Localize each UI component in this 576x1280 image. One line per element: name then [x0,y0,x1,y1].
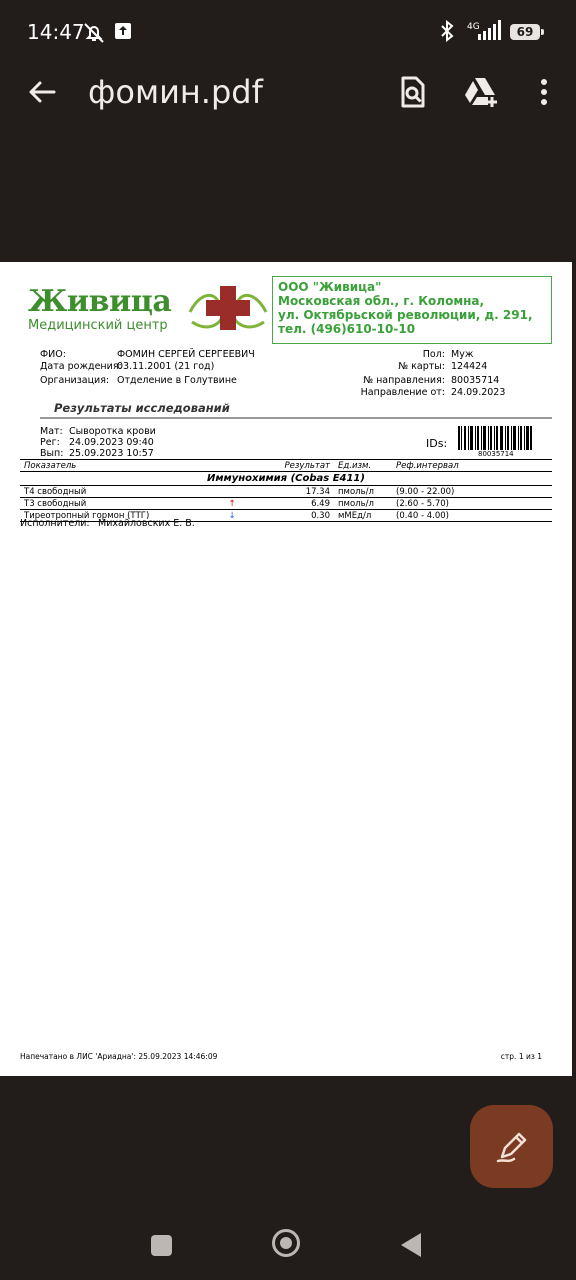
executors-label: Исполнители: [20,518,90,529]
executors-value: Михайловских Е. В. [98,518,195,529]
row-reference: (9.00 - 22.00) [392,486,552,498]
ids-label: IDs: [426,437,448,450]
status-time: 14:47 [27,20,85,44]
row-unit: пмоль/л [334,498,392,510]
medical-cross-logo-icon [186,282,270,338]
dob-value: 03.11.2001 (21 год) [117,361,215,372]
document-title: фомин.pdf [88,73,263,111]
row-name: Т4 свободный [20,486,208,498]
row-value: 6.49 [256,498,334,510]
edit-pen-icon [492,1127,532,1167]
more-vert-icon[interactable] [526,74,562,110]
section-title: Результаты исследований [54,401,230,415]
dob-label: Дата рождения: [40,361,122,372]
organization-label: Организация: [40,375,110,386]
bluetooth-icon [440,20,454,42]
table-group-row [20,472,552,486]
status-bar [0,0,576,64]
edit-fab-button[interactable] [470,1105,553,1188]
col-parameter: Показатель [20,460,208,472]
referral-label: № направления: [363,375,445,386]
upload-notification-icon [115,23,131,41]
col-unit: Ед.изм. [334,460,392,472]
registered-value: 24.09.2023 09:40 [69,437,154,448]
card-label: № карты: [398,361,445,372]
row-value: 0.30 [256,510,334,522]
divider [40,417,552,419]
card-value: 124424 [451,361,488,372]
home-button[interactable] [272,1229,300,1257]
battery-indicator: 69 [510,24,540,40]
sex-value: Муж [451,349,474,360]
col-result: Результат [256,460,334,472]
sex-label: Пол: [422,349,445,360]
material-value: Сыворотка крови [69,426,156,437]
table-row [20,486,552,498]
material-label: Мат: [40,426,63,437]
referral-date-value: 24.09.2023 [451,387,506,398]
row-reference: (0.40 - 4.00) [392,510,552,522]
arrow-down-icon: ↓ [208,510,256,522]
referral-date-label: Направление от: [360,387,445,398]
fio-value: ФОМИН СЕРГЕЙ СЕРГЕЕВИЧ [117,349,255,360]
organization-value: Отделение в Голутвине [117,375,237,386]
completed-label: Вып: [40,448,64,459]
barcode-number: 80035714 [478,450,514,458]
back-nav-button[interactable] [401,1233,421,1257]
col-flag [208,460,256,472]
org-name: ООО "Живица" [278,280,382,294]
row-unit: мМЕд/л [334,510,392,522]
org-address-1: Московская обл., г. Коломна, [278,294,485,308]
barcode-image [458,426,532,450]
group-name: Иммунохимия (Cobas E411) [20,472,552,486]
row-name: Тиреотропный гормон (ТТГ) [20,510,208,522]
logo-subtitle: Медицинский центр [28,318,168,333]
bell-off-icon [82,21,106,45]
pdf-page[interactable] [0,262,572,1076]
network-type: 4G [467,22,480,32]
row-name: Т3 свободный [20,498,208,510]
table-row [20,498,552,510]
signal-icon [478,20,502,42]
drive-add-icon[interactable] [463,74,499,110]
org-info-box [272,276,552,344]
app-bar [0,64,576,120]
org-phone: тел. (496)610-10-10 [278,322,416,336]
logo-name: Живица [28,284,172,319]
row-value: 17.34 [256,486,334,498]
row-reference: (2.60 - 5.70) [392,498,552,510]
fio-label: ФИО: [40,349,66,360]
print-footer: Напечатано в ЛИС 'Ариадна': 25.09.2023 14:46:09 [20,1052,218,1061]
referral-value: 80035714 [451,375,500,386]
arrow-left-icon[interactable] [26,76,58,108]
results-table [20,459,552,522]
registered-label: Рег: [40,437,60,448]
document-search-icon[interactable] [394,74,430,110]
recents-button[interactable] [151,1235,172,1256]
row-flag [208,486,256,498]
table-header-row [20,460,552,472]
col-reference: Реф.интервал [392,460,552,472]
org-address-2: ул. Октябрьской революции, д. 291, [278,308,533,322]
row-unit: пмоль/л [334,486,392,498]
arrow-up-icon: ↑ [208,498,256,510]
completed-value: 25.09.2023 10:57 [69,448,154,459]
page-number: стр. 1 из 1 [500,1052,542,1061]
